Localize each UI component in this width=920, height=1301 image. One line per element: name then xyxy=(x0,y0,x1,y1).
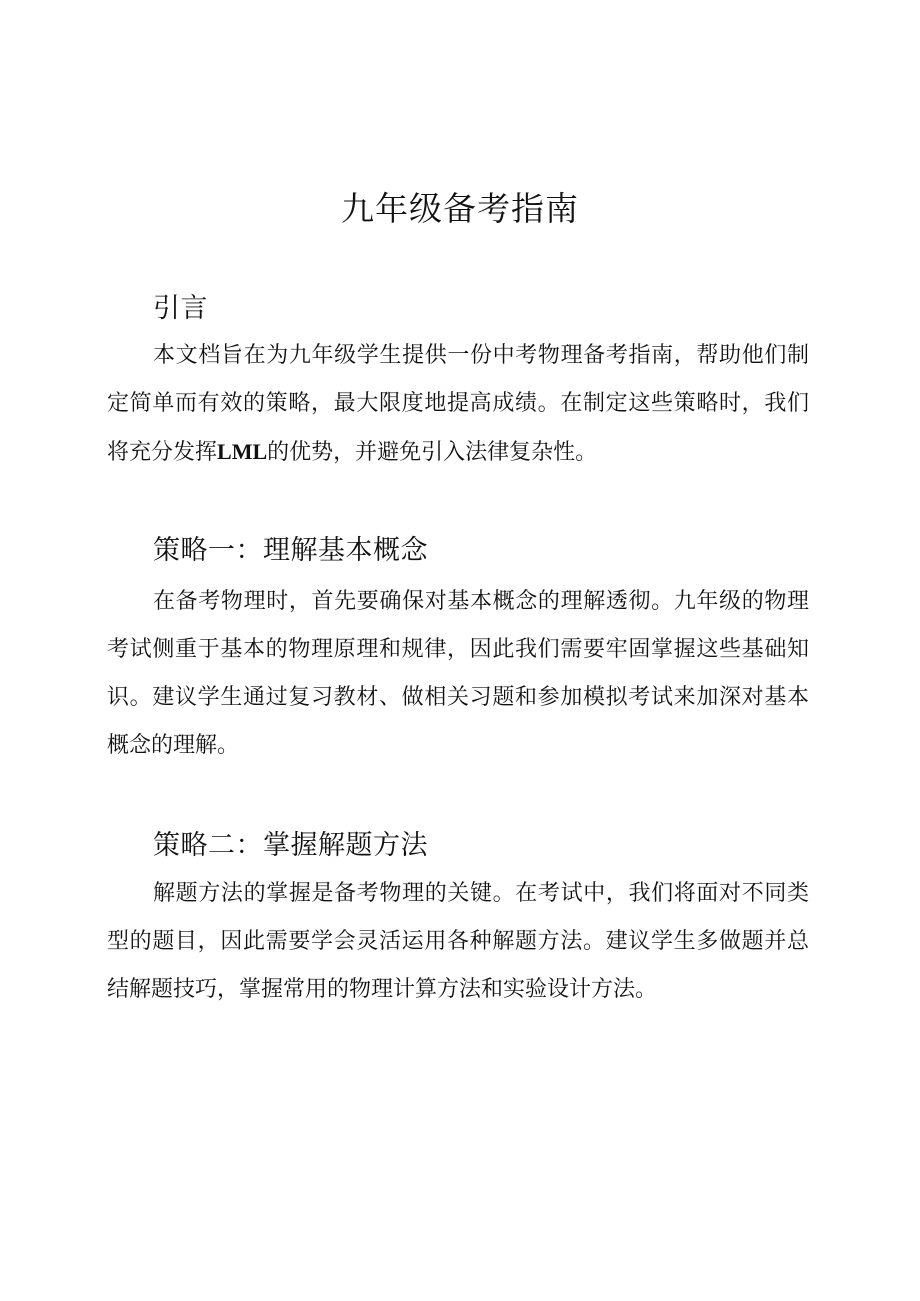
section-heading-intro: 引言 xyxy=(153,293,208,324)
section-heading-strategy-2: 策略二：掌握解题方法 xyxy=(153,830,428,861)
paragraph-text: 的优势，并避免引入法律复杂性。 xyxy=(267,440,598,465)
paragraph-text: 本文档旨在为九年级学生提供一份中考物理备考指南，帮助他们制定简单而有效的策略，最大限度地提高成绩。在制定这些策略时，我们将充分发挥 xyxy=(107,343,809,465)
emphasis-text: LML xyxy=(217,439,268,464)
section-paragraph-intro xyxy=(107,332,809,477)
section-paragraph-strategy-2: 解题方法的掌握是备考物理的关键。在考试中，我们将面对不同类型的题目，因此需要学会灵活运用各种解题方法。建议学生多做题并总结解题技巧，掌握常用的物理计算方法和实验设计方法。 xyxy=(107,881,809,1002)
section-heading-strategy-1: 策略一：理解基本概念 xyxy=(153,535,428,566)
document-title: 九年级备考指南 xyxy=(341,189,579,228)
section-paragraph-strategy-1: 在备考物理时，首先要确保对基本概念的理解透彻。九年级的物理考试侧重于基本的物理原理和规律，因此我们需要牢固掌握这些基础知识。建议学生通过复习教材、做相关习题和参加模拟考试来加深对基本概念的理解。 xyxy=(107,589,809,758)
